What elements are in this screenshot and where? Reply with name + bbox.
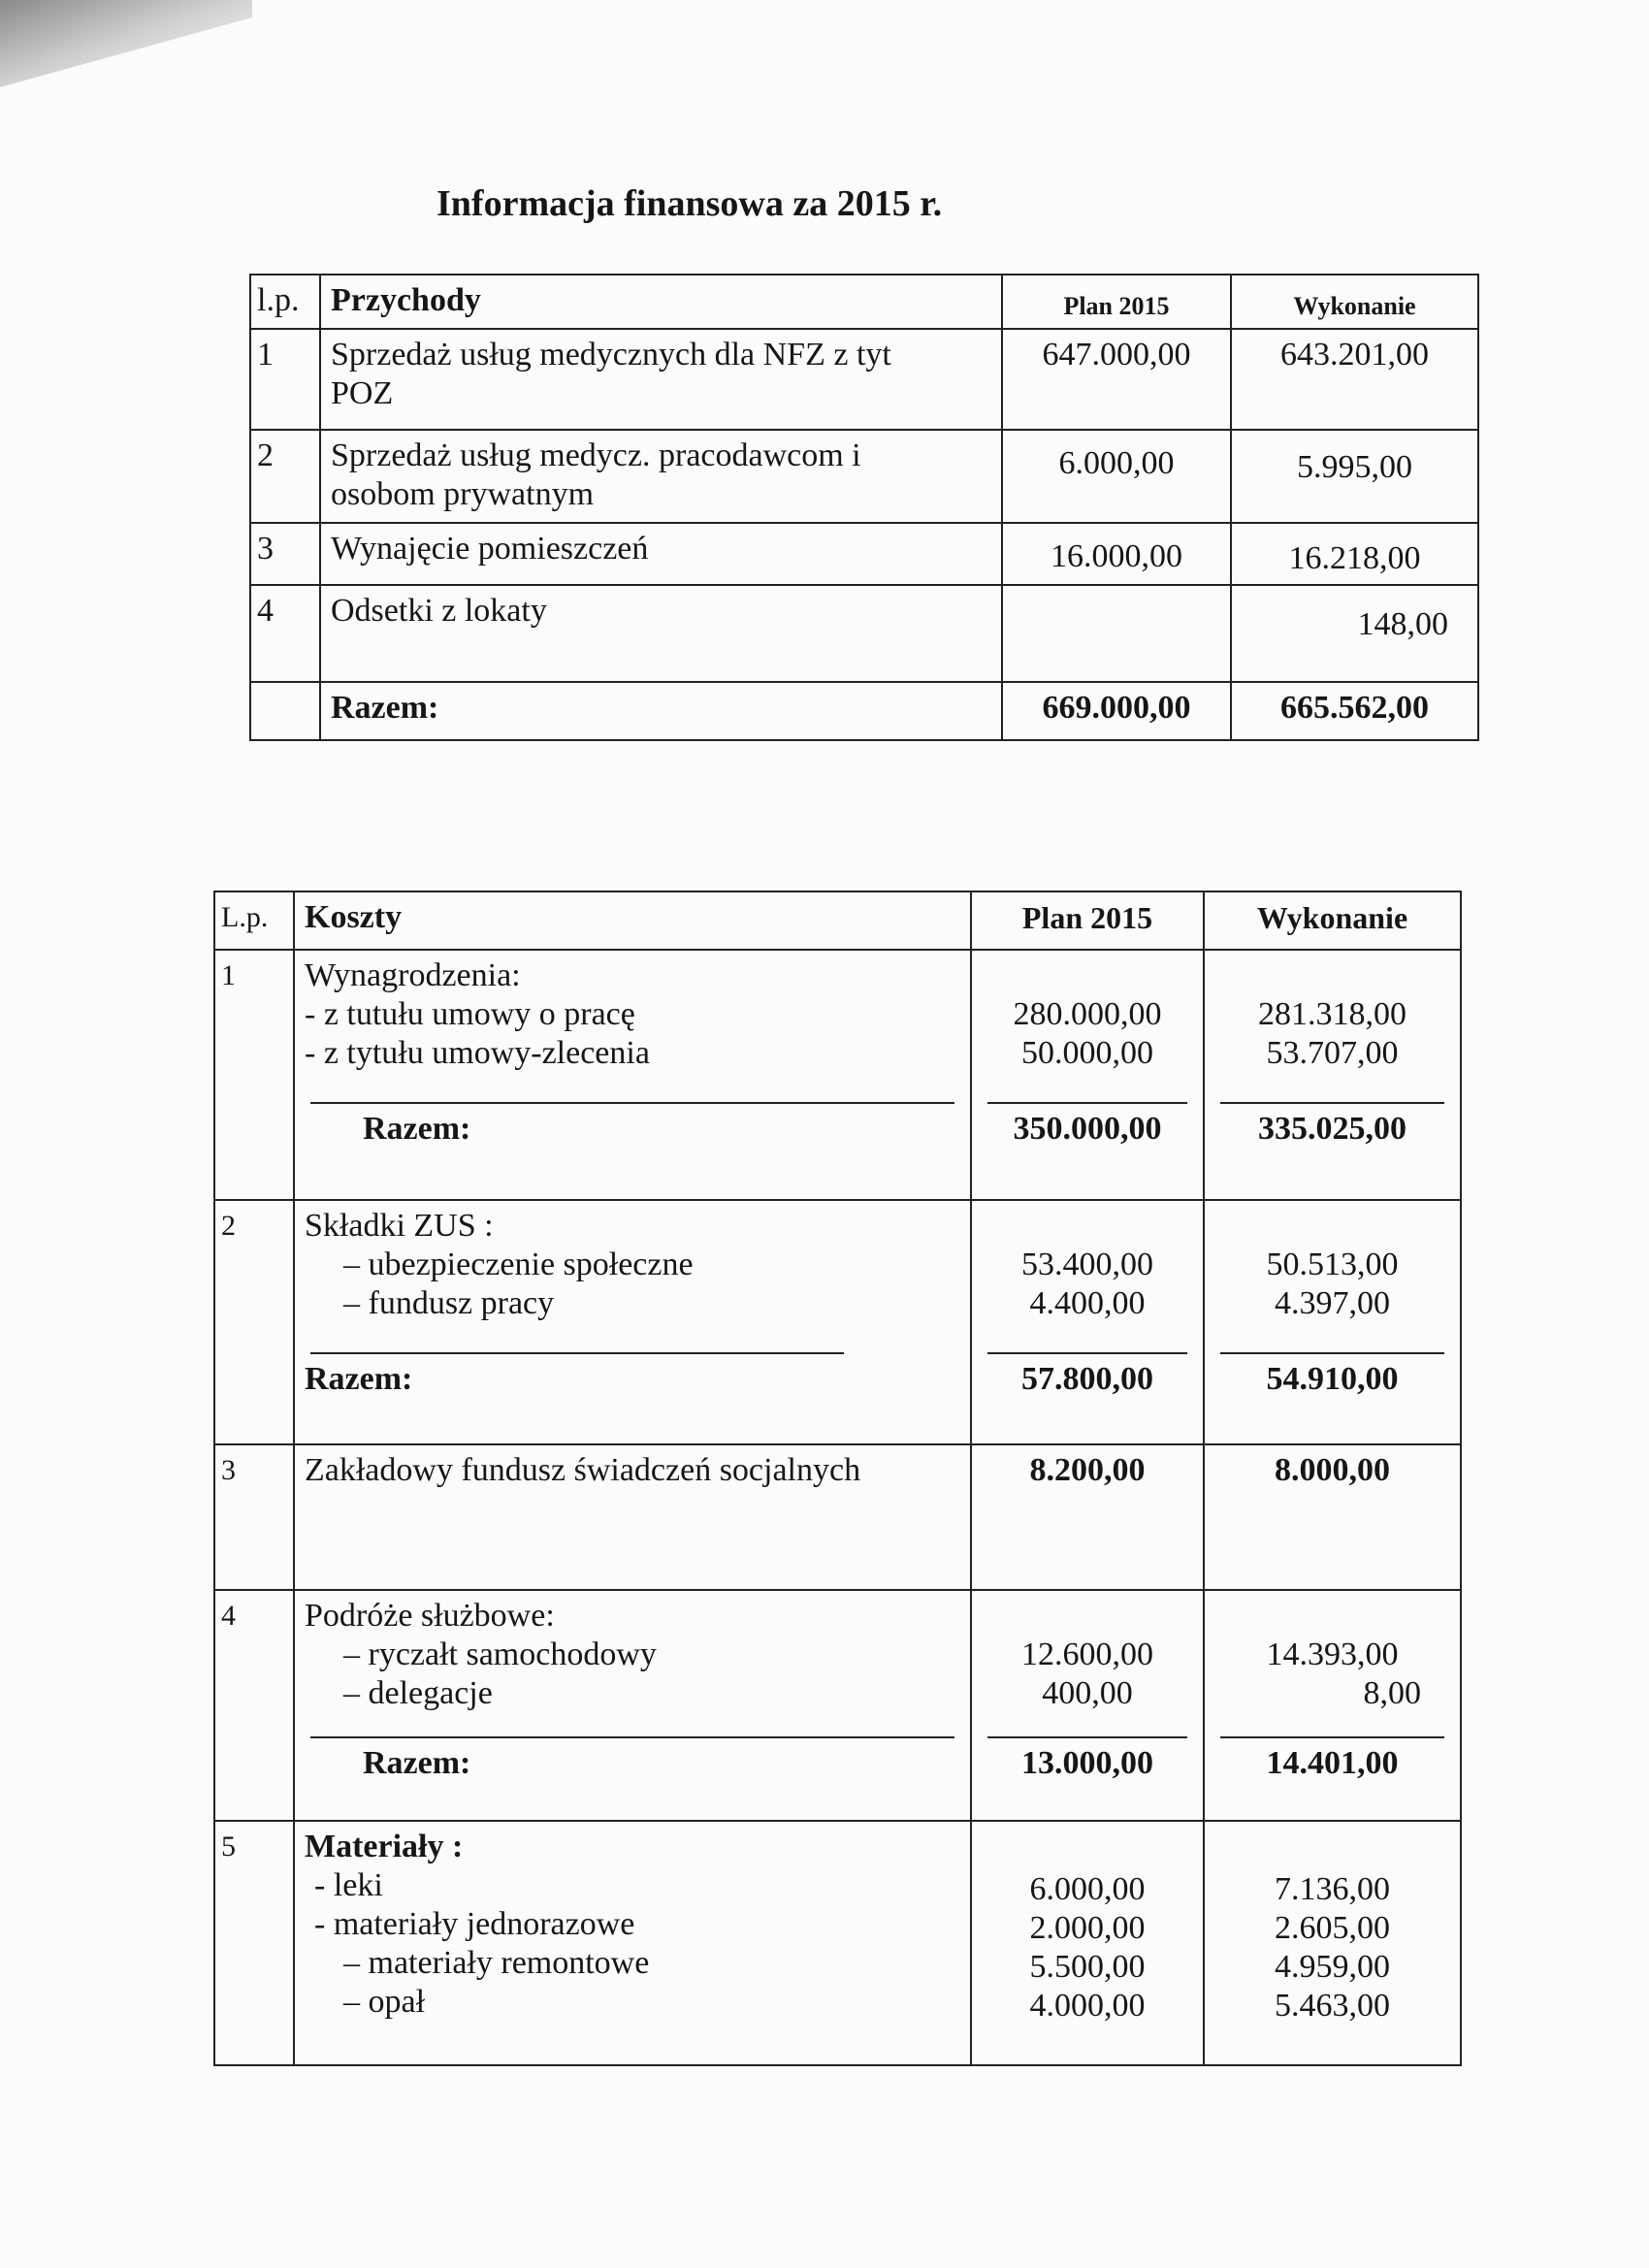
- group-item-label: – ubezpieczenie społeczne: [343, 1247, 694, 1282]
- group-total-plan: 350.000,00: [1013, 1111, 1162, 1147]
- separator-line: [987, 1102, 1187, 1104]
- group-total-plan: 13.000,00: [1021, 1745, 1153, 1781]
- row-name-line: Sprzedaż usług medycznych dla NFZ z tyt: [331, 337, 891, 373]
- group-lp: 3: [214, 1444, 294, 1590]
- income-header-name: Przychody: [320, 275, 1002, 329]
- row-name-line: POZ: [331, 375, 394, 411]
- group-item-label: - materiały jednorazowe: [314, 1906, 635, 1942]
- group-item-exec: 53.707,00: [1266, 1035, 1399, 1071]
- row-plan: 6.000,00: [1002, 430, 1231, 523]
- costs-header-row: [214, 891, 1461, 950]
- row-plan: 647.000,00: [1002, 329, 1231, 430]
- separator-line: [310, 1736, 954, 1738]
- group-lp: 4: [214, 1590, 294, 1821]
- row-exec: 16.218,00: [1231, 523, 1478, 585]
- costs-header-name: Koszty: [294, 891, 971, 950]
- group-exec: [1204, 1200, 1461, 1444]
- cost-group-salaries: [214, 950, 1461, 1200]
- group-item-label: – opał: [343, 1984, 426, 2020]
- cost-group-travel: [214, 1590, 1461, 1821]
- costs-header-lp: L.p.: [214, 891, 294, 950]
- row-name: [320, 430, 1002, 523]
- group-item-exec: 281.318,00: [1258, 996, 1406, 1032]
- group-lp: 2: [214, 1200, 294, 1444]
- separator-line: [1220, 1352, 1444, 1354]
- separator-line: [1220, 1736, 1444, 1738]
- group-item-plan: 4.000,00: [1029, 1988, 1146, 2024]
- cost-group-zus: [214, 1200, 1461, 1444]
- group-item-label: – ryczałt samochodowy: [343, 1636, 657, 1672]
- group-item-label: - z tytułu umowy-zlecenia: [305, 1035, 650, 1071]
- row-exec: 5.995,00: [1231, 430, 1478, 523]
- group-item-label: – materiały remontowe: [343, 1945, 650, 1981]
- income-header-lp: l.p.: [250, 275, 320, 329]
- group-total-label: Razem:: [363, 1745, 471, 1781]
- group-item-exec: 4.959,00: [1275, 1949, 1390, 1985]
- row-name: Odsetki z lokaty: [320, 585, 1002, 682]
- row-lp: 4: [250, 585, 320, 682]
- group-item-plan: 4.400,00: [1029, 1285, 1146, 1321]
- separator-line: [310, 1352, 844, 1354]
- group-item-plan: 2.000,00: [1029, 1910, 1146, 1946]
- group-title: Podróże służbowe:: [305, 1598, 555, 1634]
- row-lp: 2: [250, 430, 320, 523]
- group-item-plan: 280.000,00: [1013, 996, 1162, 1032]
- group-plan: [971, 1590, 1204, 1821]
- row-lp: 1: [250, 329, 320, 430]
- group-title: Zakładowy fundusz świadczeń socjalnych: [294, 1444, 971, 1590]
- row-lp: 3: [250, 523, 320, 585]
- group-name: [294, 1590, 971, 1821]
- group-name: [294, 1200, 971, 1444]
- group-item-exec: 50.513,00: [1266, 1247, 1399, 1282]
- total-label: Razem:: [320, 682, 1002, 740]
- group-item-label: – fundusz pracy: [343, 1285, 555, 1321]
- group-plan: 8.200,00: [971, 1444, 1204, 1590]
- group-item-label: - leki: [314, 1867, 383, 1903]
- group-exec: [1204, 950, 1461, 1200]
- group-name: [294, 1821, 971, 2065]
- income-header-row: [250, 275, 1478, 329]
- group-item-plan: 53.400,00: [1021, 1247, 1153, 1282]
- total-exec: 665.562,00: [1231, 682, 1478, 740]
- separator-line: [310, 1102, 954, 1104]
- group-exec: [1204, 1821, 1461, 2065]
- separator-line: [987, 1736, 1187, 1738]
- group-item-plan: 6.000,00: [1029, 1871, 1146, 1907]
- group-item-exec: 5.463,00: [1275, 1988, 1390, 2024]
- table-row: [250, 585, 1478, 682]
- group-item-label: – delegacje: [343, 1675, 493, 1711]
- row-plan: [1002, 585, 1231, 682]
- separator-line: [1220, 1102, 1444, 1104]
- group-item-exec: 14.393,00: [1266, 1636, 1399, 1672]
- row-name-line: osobom prywatnym: [331, 476, 595, 512]
- group-item-plan: 50.000,00: [1021, 1035, 1153, 1071]
- table-row: [250, 329, 1478, 430]
- cost-group-materials: [214, 1821, 1461, 2065]
- group-item-plan: 400,00: [1042, 1675, 1133, 1711]
- group-item-label: - z tutułu umowy o pracę: [305, 996, 635, 1032]
- group-plan: [971, 950, 1204, 1200]
- costs-table: [213, 891, 1462, 2066]
- group-total-exec: 14.401,00: [1266, 1745, 1399, 1781]
- group-total-exec: 54.910,00: [1266, 1361, 1399, 1397]
- table-row: [250, 430, 1478, 523]
- group-lp: 5: [214, 1821, 294, 2065]
- group-total-exec: 335.025,00: [1258, 1111, 1406, 1147]
- scan-corner-shadow: [0, 0, 252, 146]
- income-table: [249, 274, 1479, 741]
- row-name: Wynajęcie pomieszczeń: [320, 523, 1002, 585]
- row-exec: 643.201,00: [1231, 329, 1478, 430]
- costs-header-plan: Plan 2015: [971, 891, 1204, 950]
- group-item-exec: 8,00: [1363, 1675, 1421, 1711]
- total-plan: 669.000,00: [1002, 682, 1231, 740]
- row-name-line: Sprzedaż usług medycz. pracodawcom i: [331, 437, 861, 473]
- row-exec: 148,00: [1231, 585, 1478, 682]
- row-name: [320, 329, 1002, 430]
- cost-group-social-fund: [214, 1444, 1461, 1590]
- income-total-row: [250, 682, 1478, 740]
- group-total-label: Razem:: [305, 1361, 413, 1397]
- document-title: Informacja finansowa za 2015 r.: [436, 183, 943, 224]
- group-title: Materiały :: [305, 1829, 464, 1864]
- group-total-label: Razem:: [363, 1111, 471, 1147]
- income-header-exec: Wykonanie: [1231, 275, 1478, 329]
- group-item-plan: 12.600,00: [1021, 1636, 1153, 1672]
- separator-line: [987, 1352, 1187, 1354]
- group-name: [294, 950, 971, 1200]
- group-item-exec: 7.136,00: [1275, 1871, 1390, 1907]
- group-exec: [1204, 1590, 1461, 1821]
- group-lp: 1: [214, 950, 294, 1200]
- costs-header-exec: Wykonanie: [1204, 891, 1461, 950]
- row-plan: 16.000,00: [1002, 523, 1231, 585]
- table-row: [250, 523, 1478, 585]
- group-title: Wynagrodzenia:: [305, 957, 521, 993]
- total-lp-cell: [250, 682, 320, 740]
- group-exec: 8.000,00: [1204, 1444, 1461, 1590]
- group-plan: [971, 1821, 1204, 2065]
- group-item-exec: 2.605,00: [1275, 1910, 1390, 1946]
- group-item-exec: 4.397,00: [1275, 1285, 1390, 1321]
- group-title: Składki ZUS :: [305, 1208, 494, 1244]
- group-total-plan: 57.800,00: [1021, 1361, 1153, 1397]
- income-header-plan: Plan 2015: [1002, 275, 1231, 329]
- group-item-plan: 5.500,00: [1029, 1949, 1146, 1985]
- group-plan: [971, 1200, 1204, 1444]
